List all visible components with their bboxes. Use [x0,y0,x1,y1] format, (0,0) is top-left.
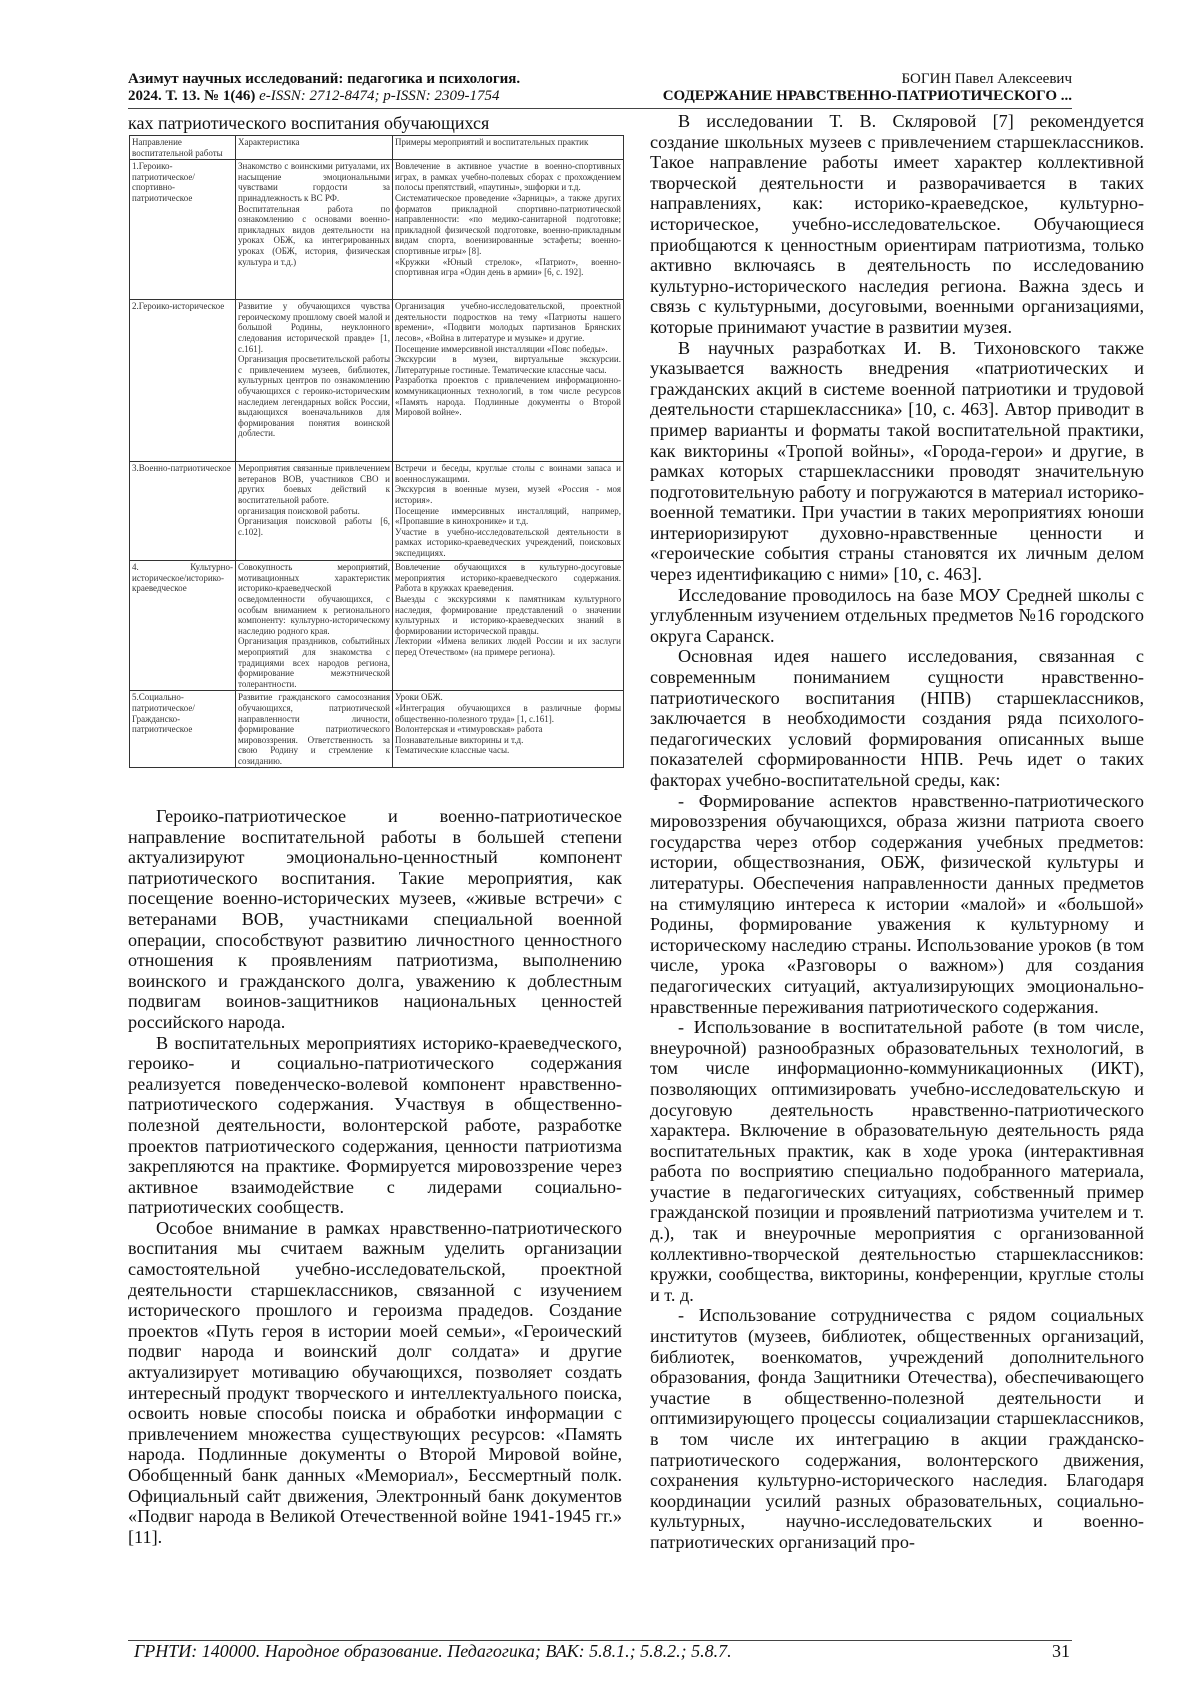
direction-cell: 3.Военно-патриотическое [130,462,236,561]
examples-cell [393,160,624,300]
right-column-text [650,111,1144,1553]
examples-text: Экскурсии в музеи, виртуальные экскурсии. Литературные гостиные. Тематические классные часы. [395,354,621,375]
table-header-cell: Примеры мероприятий и воспитательных практик [393,136,624,160]
examples-text: Систематическое проведение «Зарницы», а также других форматов прикладной спортивно-патриотической направленности: «по медико-санитарной подготовке; прикладной физической подготовке, военно-прикладным видам спорта, военизированные эстафеты; военно-спортивные игры» [8]. [395,192,621,256]
footer-classification: ГРНТИ: 140000. Народное образование. Педагогика; ВАК: 5.8.1.; 5.8.2.; 5.8.7. [134,1641,732,1661]
journal-header [128,71,520,105]
examples-text: Посещение иммерсивной инсталляции «Пояс победы». [395,343,608,354]
table-row [130,160,624,300]
table-row [130,300,624,462]
examples-text: Вовлечение обучающихся в культурно-досуговые мероприятия историко-краеведческого содержания. Работа в кружках краеведения. [395,562,621,594]
examples-text: Экскурсия в военные музеи, музей «Россия - моя история». [395,484,621,505]
header-divider [128,108,1072,109]
author-name: БОГИН Павел Алексеевич [901,71,1072,87]
direction-cell: 2.Героико-историческое [130,300,236,462]
paragraph: Особое внимание в рамках нравственно-патриотического воспитания мы считаем важным уделить организации самостоятельной учебно-исследовательской, проектной деятельности старшеклассников, связанной с изучением исторического прошлого и героизма прадедов. Создание проектов «Путь героя в истории моей семьи», «Героический подвиг народа и воинский долг солдата» и другие актуализирует мотивацию обучающихся, позволяет создать интересный продукт творческого и интеллектуального поиска, освоить новые способы поиска и обработки информации с привлечением множества существующих ресурсов: «Память народа. Подлинные документы о Второй Мировой войне, Обобщенный банк данных «Мемориал», Бессмертный полк. Официальный сайт движения, Электронный банк документов «Подвиг народа в Великой Отечественной войне 1941-1945 гг.» [11]. [128,1217,622,1547]
article-title: СОДЕРЖАНИЕ НРАВСТВЕННО-ПАТРИОТИЧЕСКОГО ... [662,88,1072,104]
direction-cell: 4. Культурно-историческое/историко-краеведческое [130,561,236,691]
paragraph: Героико-патриотическое и военно-патриотическое направление воспитательной работы в большей степени актуализируют эмоционально-ценностный компонент патриотического воспитания. Такие мероприятия, как посещение военно-исторических музеев, «живые встречи» с ветеранами ВОВ, участниками специальной военной операции, способствуют развитию личностного ценностного отношения к проявлениям патриотизма, выполнению воинского и гражданского долга, уважению к доблестным подвигам воинов-защитников национальных ценностей российского народа. [128,806,622,1032]
examples-cell [393,561,624,691]
examples-text: Вовлечение в активное участие в военно-спортивных играх, в рамках учебно-полевых сборах с прохождением полосы препятствий, «паутины», эшфорки и т.д. [395,161,621,193]
examples-text: Встречи и беседы, круглые столы с воинами запаса и военнослужащими. [395,463,621,484]
table-header-cell: Характеристика [236,136,393,160]
examples-text: Участие в учебно-исследовательской деятельности в рамках историко-краеведческих учреждений, поисковых экспедициях. [395,526,621,558]
left-column-text [128,806,622,1547]
patriotic-education-table [129,135,624,768]
page-number: 31 [1052,1641,1070,1661]
examples-text: Посещение иммерсивных инсталляций, например, «Пропавшие в кинохронике» и т.д. [395,505,621,527]
characteristic-text: Развитие гражданского самосознания обучающихся, патриотической направленности личности, формирование патриотического мировоззрения. Ответственность за свою Родину и стремление к созиданию. [238,692,390,766]
paragraph: В исследовании Т. В. Скляровой [7] рекомендуется создание школьных музеев с привлечением старшеклассников. Такое направление работы имеет характер коллективной творческой деятельности и разворачивается в таких направлениях, как: историко-краеведское, культурно-историческое, учебно-исследовательское. Обучающиеся приобщаются к ценностным ориентирам патриотизма, только активно включаясь в деятельность по исследованию культурно-исторического наследия региона. Важна здесь и связь с культурными, досуговыми, военными организациями, которые принимают участие в развитии музея. [650,111,1144,337]
journal-issn: e-ISSN: 2712-8474; p-ISSN: 2309-1754 [259,88,500,104]
paragraph: Исследование проводилось на базе МОУ Средней школы с углубленным изучением отдельных предметов №16 городского округа Саранск. [650,584,1144,646]
examples-text: Лектории «Имена великих людей России и их заслуги перед Отечеством» (на примере региона). [395,636,621,657]
characteristic-text: Организация праздников, событийных мероприятий для знакомства с традициями всех народов региона, формирование межэтнической толерантности. [238,636,390,689]
table-header-cell: Направление воспитательной работы [130,136,236,160]
journal-volume: 2024. Т. 13. № 1(46) [128,88,256,104]
characteristic-text: Совокупность мероприятий, мотивационных характеристик историко-краеведческой осведомленности обучающихся, с особым вниманием к регионального компоненту: культурно-историческому наследию родного края. [238,562,390,636]
list-item: - Использование в воспитательной работе (в том числе, внеурочной) разнообразных образовательных технологий, в том числе информационно-коммуникационных (ИКТ), позволяющих оптимизировать учебно-исследовательскую и досуговую деятельность нравственно-патриотического характера. Включение в образовательную деятельность ряда воспитательных практик, как в ходе урока (интерактивная работа по восприятию специально подобранного материала, участие в педагогических ситуациях, собственный пример гражданской позиции и проявлений патриотизма учителем и т. д.), так и внеурочные мероприятия с организованной коллективно-творческой деятельностью старшеклассников: кружки, сообщества, викторины, конференции, круглые столы и т. д. [650,1017,1144,1305]
characteristic-text: Воспитательная работа по ознакомлению с основами военно-прикладных видов деятельности на уроках ОБЖ, ка интегрированных уроках (ОБЖ, история, физическая культура и т.д.) [238,203,390,267]
direction-cell: 5.Социально-патриотическое/Гражданско-патриотическое [130,691,236,768]
characteristic-cell [236,300,393,462]
examples-text: Выезды с экскурсиями к памятникам культурного наследия, формирование представлений о значении культурных и историко-краеведческих знаний в формировании исторической правды. [395,593,621,636]
characteristic-text: Развитие у обучающихся чувства героическому прошлому своей малой и большой Родины, неуклонного следования исторической правде» [1, с.161]. [238,301,390,354]
characteristic-cell [236,462,393,561]
list-item: - Формирование аспектов нравственно-патриотического мировоззрения обучающихся, образа жизни патриота своего государства через отбор содержания учебных предметов: истории, обществознания, ОБЖ, физической культуры и литературы. Обеспечения направленности данных предметов на стимуляцию интереса к истории «малой» и «большой» Родины, формирование уважения к культурному и историческому наследию страны. Использование уроков (в том числе, урока «Разговоры о важном») для создания педагогических ситуаций, актуализирующих эмоционально-нравственные переживания патриотического содержания. [650,790,1144,1017]
examples-text: Волонтерская и «тимуровская» работа [395,724,543,735]
paragraph: Основная идея нашего исследования, связанная с современным пониманием сущности нравственно-патриотического воспитания (НПВ) старшеклассников, заключается в необходимости создания ряда психолого-педагогических условий формирования описанных выше показателей сформированности НПВ. Речь идет о таких факторах учебно-воспитательной среды, как: [650,646,1144,790]
journal-issue [128,88,520,105]
characteristic-cell [236,691,393,768]
characteristic-text: Организация просветительской работы с привлечением музеев, библиотек, культурных центров по ознакомлению обучающихся с героико-историческим наследием легендарных войск России, выдающихся военачальников для формирования понятия воинской доблести. [238,354,390,439]
table-row [130,462,624,561]
examples-text: Познавательные викторины и т.д. [395,734,524,745]
paragraph: В воспитательных мероприятиях историко-краеведческого, героико- и социально-патриотического содержания реализуется поведенческо-волевой компонент нравственно-патриотического содержания. Участвуя в общественно-полезной деятельности, волонтерской работе, разработке проектов патриотического содержания, ценности патриотизма закрепляются на практике. Формируется мировоззрение через активное взаимодействие с лидерами социально-патриотических сообществ. [128,1032,622,1218]
characteristic-cell [236,561,393,691]
examples-text: Разработка проектов с привлечением информационно-коммуникационных технологий, в том числе ресурсов «Память народа. Подлинные документы о Второй Мировой войне». [395,375,621,418]
table-row [130,561,624,691]
direction-cell: 1.Героико-патриотическое/спортивно-патриотическое [130,160,236,300]
examples-text: Тематические классные часы. [395,745,510,756]
characteristic-text: Организация поисковой работы [6, с.102]. [238,516,390,537]
article-header [663,71,1072,105]
examples-text: Организация учебно-исследовательской, проектной деятельности подростков на тему «Патриоты нашего времени», «Подвиги молодых партизанов Брянских лесов», «Война в литературе и музыке» и другие. [395,301,621,343]
list-item: - Использование сотрудничества с рядом социальных институтов (музеев, библиотек, общественных организаций, библиотек, военкоматов, учреждений дополнительного образования, фонда Защитники Отечества), обеспечивающего участие в общественно-полезной деятельности и оптимизирующего процессы социализации старшеклассников, в том числе их интеграцию в акции гражданско-патриотического содержания, волонтерского движения, сохранения культурно-исторического наследия. Благодаря координации усилий разных образовательных, социально-культурных, научно-исследовательских и военно-патриотических организаций про- [650,1305,1144,1552]
examples-cell [393,462,624,561]
characteristic-text: Знакомство с воинскими ритуалами, их насыщение эмоциональными чувствами гордости за принадлежность к ВС РФ. [238,161,390,203]
journal-title: Азимут научных исследований: педагогика и психология. [128,71,521,87]
examples-text: Уроки ОБЖ. [395,692,443,703]
characteristic-cell [236,160,393,300]
examples-text: «Интеграция обучающихся в различные формы общественно-полезного труда» [1, с.161]. [395,702,621,724]
paragraph: В научных разработках И. В. Тихоновского также указывается важность внедрения «патриотических и гражданских акций в системе военной патриотики и трудовой деятельности старшеклассника» [10, с. 463]. Автор приводит в пример варианты и форматы такой воспитательной практики, как викторины «Тропой войны», «Города-герои» и другие, в рамках которых старшеклассники проводят значительную подготовительную работу и погружаются в материал историко-военной тематики. При участии в таких мероприятиях юноши интериоризируют духовно-нравственные ценности и «героические события страны становятся их личным делом через идентификацию с ними» [10, с. 463]. [650,337,1144,585]
examples-text: «Кружки «Юный стрелок», «Патриот», военно-спортивная игра «Один день в армии» [6, с. 192]. [395,256,621,278]
characteristic-text: Мероприятия связанные привлечением ветеранов ВОВ, участников СВО и других боевых действий к воспитательной работе. [238,463,390,505]
examples-cell [393,691,624,768]
table-header-row [130,136,624,160]
examples-cell [393,300,624,462]
table-caption: ках патриотического воспитания обучающихся [128,113,490,133]
characteristic-text: организация поисковой работы. [238,505,360,516]
table-row [130,691,624,768]
